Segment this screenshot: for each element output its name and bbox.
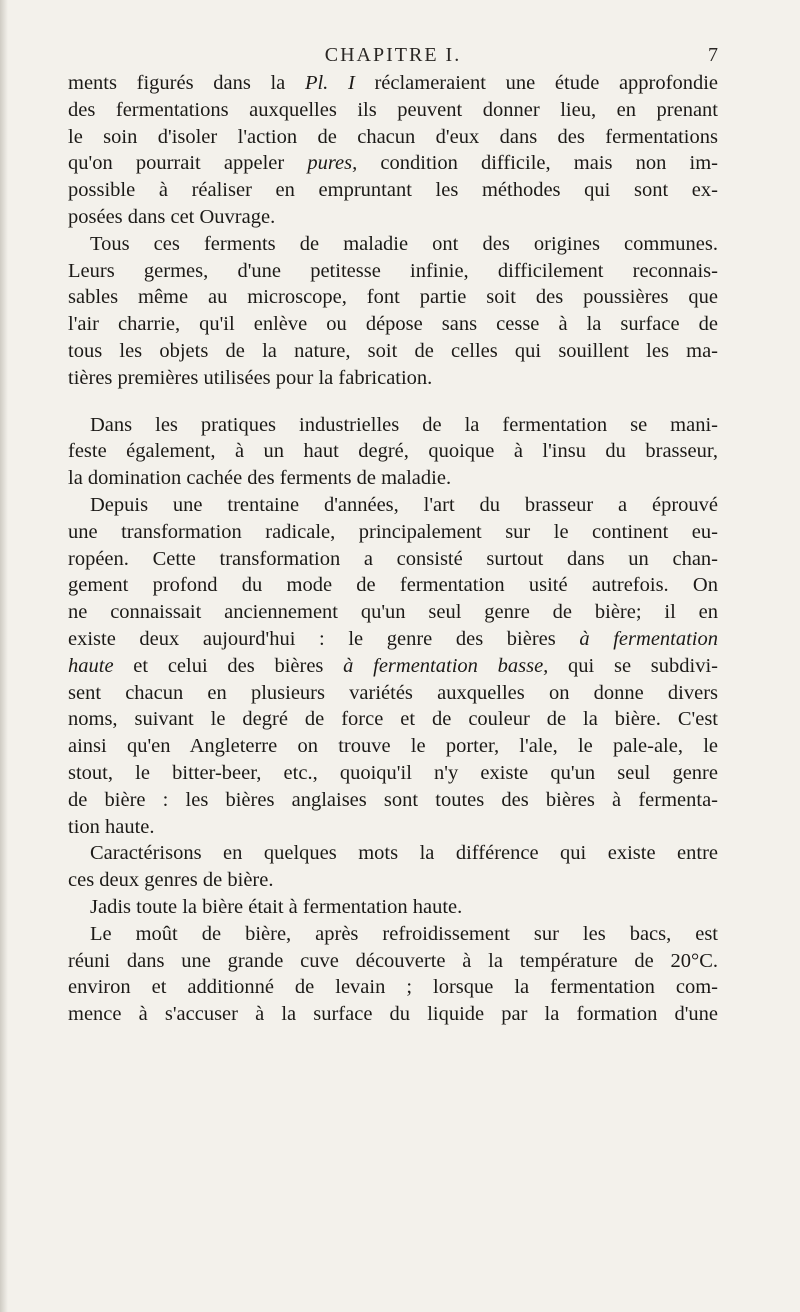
text-line <box>68 948 718 975</box>
text-span: ments figurés dans la <box>68 72 305 94</box>
text-line <box>68 492 718 519</box>
text-line <box>68 284 718 311</box>
text-line <box>68 150 718 177</box>
text-line <box>68 680 718 707</box>
text-line <box>68 921 718 948</box>
text-line <box>68 894 718 921</box>
text-line <box>68 599 718 626</box>
text-span: environ et additionné de levain ; lorsque la fermentation com- <box>68 976 718 999</box>
text-line <box>68 867 718 894</box>
text-line <box>68 814 718 841</box>
text-span: noms, suivant le degré de force et de couleur de la bière. C'est <box>68 708 718 731</box>
text-span: qui se subdivi- <box>548 654 718 677</box>
text-span: Tous ces ferments de maladie ont des origines communes. <box>90 232 718 255</box>
paragraph <box>68 840 718 894</box>
text-line <box>68 412 718 439</box>
text-span: mence à s'accuser à la surface du liquide par la formation d'une <box>68 1003 718 1026</box>
text-span: l'air charrie, qu'il enlève ou dépose sans cesse à la surface de <box>68 313 718 336</box>
text-line <box>68 365 718 392</box>
text-span: et celui des bières <box>113 654 344 677</box>
paragraph <box>68 70 718 231</box>
text-span: tous les objets de la nature, soit de celles qui souillent les ma- <box>68 339 718 362</box>
paragraph <box>68 412 718 492</box>
text-line <box>68 438 718 465</box>
text-line <box>68 572 718 599</box>
text-line <box>68 519 718 546</box>
text-span: ropéen. Cette transformation a consisté surtout dans un chan- <box>68 547 718 570</box>
text-line <box>68 760 718 787</box>
text-line <box>68 653 718 680</box>
italic-span: haute <box>68 654 114 677</box>
paragraph-gap <box>68 392 718 412</box>
text-span: sent chacun en plusieurs variétés auxquelles on donne divers <box>68 681 718 704</box>
paragraph <box>68 492 718 840</box>
body-text <box>68 70 718 1028</box>
text-line <box>68 1001 718 1028</box>
text-line <box>68 258 718 285</box>
text-span: ainsi qu'en Angleterre on trouve le porter, l'ale, le pale-ale, le <box>68 735 718 758</box>
text-span: feste également, à un haut degré, quoique à l'insu du brasseur, <box>68 440 718 463</box>
page-gutter-shadow <box>0 0 8 1312</box>
text-line <box>68 311 718 338</box>
text-span: ne connaissait anciennement qu'un seul genre de bière; il en <box>68 601 718 624</box>
text-span: Caractérisons en quelques mots la différence qui existe entre <box>90 842 718 865</box>
text-line <box>68 338 718 365</box>
text-line <box>68 546 718 573</box>
text-line <box>68 787 718 814</box>
paragraph <box>68 231 718 392</box>
text-span: existe deux aujourd'hui : le genre des bières <box>68 627 580 650</box>
text-span: Leurs germes, d'une petitesse infinie, difficilement reconnais- <box>68 259 718 282</box>
text-span: Jadis toute la bière était à fermentation haute. <box>90 895 463 918</box>
italic-span: à fermentation basse, <box>343 654 549 677</box>
text-line <box>68 706 718 733</box>
paragraph <box>68 921 718 1028</box>
text-span: des fermentations auxquelles ils peuvent donner lieu, en prenant <box>68 98 718 121</box>
text-span: une transformation radicale, principalement sur le continent eu- <box>68 520 718 543</box>
text-span: posées dans cet Ouvrage. <box>68 205 276 228</box>
text-span: tières premières utilisées pour la fabrication. <box>68 366 433 389</box>
text-line <box>68 97 718 124</box>
text-span: le soin d'isoler l'action de chacun d'eux dans des fermentations <box>68 125 718 148</box>
text-span: réclameraient une étude approfondie <box>354 72 718 94</box>
page-number: 7 <box>708 44 718 66</box>
text-span: possible à réaliser en empruntant les méthodes qui sont ex- <box>68 179 718 202</box>
italic-span: à fermentation <box>579 627 718 650</box>
text-line <box>68 626 718 653</box>
text-line <box>68 974 718 1001</box>
text-line <box>68 231 718 258</box>
text-span: Depuis une trentaine d'années, l'art du brasseur a éprouvé <box>90 493 718 516</box>
text-line <box>68 840 718 867</box>
text-span: la domination cachée des ferments de maladie. <box>68 467 452 490</box>
text-span: ces deux genres de bière. <box>68 869 274 892</box>
text-span: tion haute. <box>68 815 155 838</box>
text-span: Dans les pratiques industrielles de la fermentation se mani- <box>90 413 718 436</box>
text-span: de bière : les bières anglaises sont toutes des bières à fermenta- <box>68 788 718 811</box>
text-span: qu'on pourrait appeler <box>68 152 308 175</box>
text-line <box>68 204 718 231</box>
text-span: condition difficile, mais non im- <box>357 152 718 175</box>
text-span: réuni dans une grande cuve découverte à la température de 20°C. <box>68 949 718 972</box>
italic-span: pures, <box>307 152 358 175</box>
text-span: gement profond du mode de fermentation usité autrefois. On <box>68 574 718 597</box>
text-line <box>68 70 718 97</box>
page-header <box>68 44 718 70</box>
text-span: sables même au microscope, font partie soit des poussières que <box>68 286 718 309</box>
text-span: Le moût de bière, après refroidissement sur les bacs, est <box>90 922 718 945</box>
italic-span: Pl. I <box>304 72 355 94</box>
running-head: CHAPITRE I. <box>324 44 462 66</box>
text-line <box>68 465 718 492</box>
text-line <box>68 177 718 204</box>
paragraph <box>68 894 718 921</box>
text-span: stout, le bitter-beer, etc., quoiqu'il n'y existe qu'un seul genre <box>68 761 718 784</box>
text-line <box>68 124 718 151</box>
text-line <box>68 733 718 760</box>
